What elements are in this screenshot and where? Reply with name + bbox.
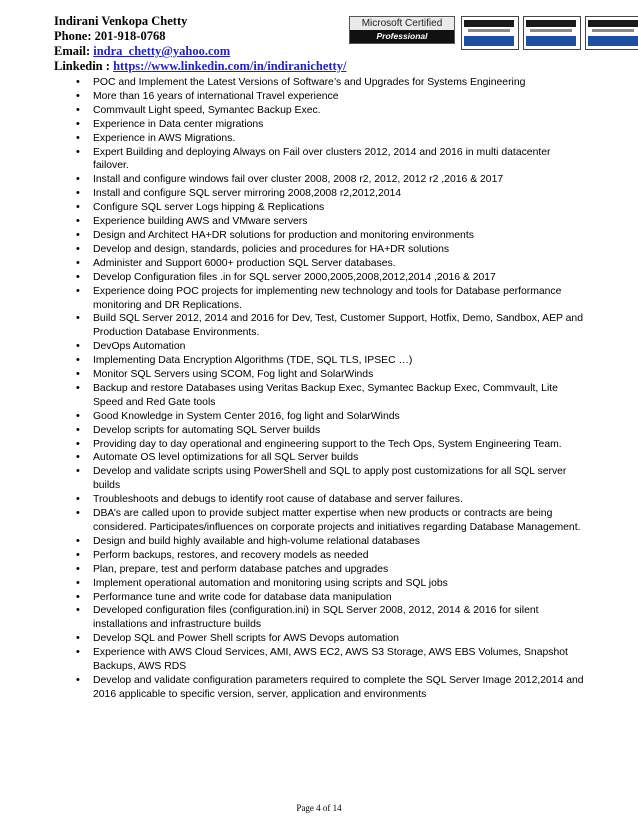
phone-line: Phone: 201-918-0768 (54, 29, 166, 43)
contact-header (54, 14, 346, 74)
bullet-item: • Good Knowledge in System Center 2016, fog light and SolarWinds (76, 410, 584, 424)
bullet-item: • Performance tune and write code for database data manipulation (76, 591, 584, 605)
bullet-item: • Monitor SQL Servers using SCOM, Fog light and SolarWinds (76, 368, 584, 382)
bullet-item: • Providing day to day operational and engineering support to the Tech Ops, System Engineering Team. (76, 438, 584, 452)
linkedin-label: Linkedin : (54, 59, 110, 73)
bullet-item: • Experience in AWS Migrations. (76, 132, 584, 146)
bullet-item: • Implementing Data Encryption Algorithms (TDE, SQL TLS, IPSEC …) (76, 354, 584, 368)
bullet-item: • Build SQL Server 2012, 2014 and 2016 for Dev, Test, Customer Support, Hotfix, Demo, Sandbox, AEP and Production Database Environments. (76, 312, 584, 340)
page-number: Page 4 of 14 (296, 803, 342, 813)
bullet-item: • Developed configuration files (configuration.ini) in SQL Server 2008, 2012, 2014 & 2016 for silent installations and infrastructure builds (76, 604, 584, 632)
bullet-item: • Experience in Data center migrations (76, 118, 584, 132)
bullet-item: • POC and Implement the Latest Versions of Software’s and Upgrades for Systems Engineering (76, 76, 584, 90)
bullet-item: • Design and Architect HA+DR solutions for production and monitoring environments (76, 229, 584, 243)
certification-badges (349, 16, 629, 48)
bullet-item: • Expert Building and deploying Always on Fail over clusters 2012, 2014 and 2016 in multi datacenter failover. (76, 146, 584, 174)
linkedin-link[interactable]: https://www.linkedin.com/in/indiranichetty/ (113, 59, 347, 73)
email-line (54, 44, 346, 59)
email-link[interactable]: indra_chetty@yahoo.com (93, 44, 231, 58)
microsoft-certified-logo-3 (585, 16, 638, 50)
bullet-item: • Experience doing POC projects for implementing new technology and tools for Database performance monitoring and DR Replications. (76, 285, 584, 313)
experience-bullet-list (76, 76, 584, 702)
bullet-item: • More than 16 years of international Travel experience (76, 90, 584, 104)
bullet-item: • Commvault Light speed, Symantec Backup Exec. (76, 104, 584, 118)
bullet-item: • DBA’s are called upon to provide subject matter expertise when new products or contracts are being considered. Participates/influences on corporate projects and initiatives regarding Database Management. (76, 507, 584, 535)
bullet-item: • Experience with AWS Cloud Services, AMI, AWS EC2, AWS S3 Storage, AWS EBS Volumes, Snapshot Backups, AWS RDS (76, 646, 584, 674)
bullet-item: • Develop and validate configuration parameters required to complete the SQL Server Image 2012,2014 and 2016 applicable to specific version, server, application and environments (76, 674, 584, 702)
bullet-item: • Install and configure windows fail over cluster 2008, 2008 r2, 2012, 2012 r2 ,2016 & 2017 (76, 173, 584, 187)
microsoft-certified-logo-2 (523, 16, 581, 50)
microsoft-certified-logo-1 (461, 16, 519, 50)
bullet-item: • Perform backups, restores, and recovery models as needed (76, 549, 584, 563)
microsoft-certified-professional-badge (349, 16, 455, 44)
bullet-item: • Implement operational automation and monitoring using scripts and SQL jobs (76, 577, 584, 591)
badge-title: Microsoft Certified (350, 17, 454, 30)
bullet-item: • Develop SQL and Power Shell scripts for AWS Devops automation (76, 632, 584, 646)
bullet-item: • Configure SQL server Logs hipping & Replications (76, 201, 584, 215)
bullet-item: • Backup and restore Databases using Veritas Backup Exec, Symantec Backup Exec, Commvault, Lite Speed and Red Gate tools (76, 382, 584, 410)
email-label: Email: (54, 44, 91, 58)
bullet-item: • Troubleshoots and debugs to identify root cause of database and server failures. (76, 493, 584, 507)
bullet-item: • DevOps Automation (76, 340, 584, 354)
bullet-item: • Experience building AWS and VMware servers (76, 215, 584, 229)
badge-subtitle: Professional (350, 30, 454, 43)
bullet-item: • Design and build highly available and high-volume relational databases (76, 535, 584, 549)
bullet-item: • Develop and design, standards, policies and procedures for HA+DR solutions (76, 243, 584, 257)
bullet-item: • Administer and Support 6000+ production SQL Server databases. (76, 257, 584, 271)
bullet-item: • Install and configure SQL server mirroring 2008,2008 r2,2012,2014 (76, 187, 584, 201)
bullet-item: • Develop Configuration files .in for SQL server 2000,2005,2008,2012,2014 ,2016 & 2017 (76, 271, 584, 285)
bullet-item: • Develop scripts for automating SQL Server builds (76, 424, 584, 438)
bullet-item: • Plan, prepare, test and perform database patches and upgrades (76, 563, 584, 577)
candidate-name: Indirani Venkopa Chetty (54, 14, 188, 28)
linkedin-line (54, 59, 346, 74)
bullet-item: • Automate OS level optimizations for all SQL Server builds (76, 451, 584, 465)
bullet-item: • Develop and validate scripts using PowerShell and SQL to apply post customizations for all SQL server builds (76, 465, 584, 493)
